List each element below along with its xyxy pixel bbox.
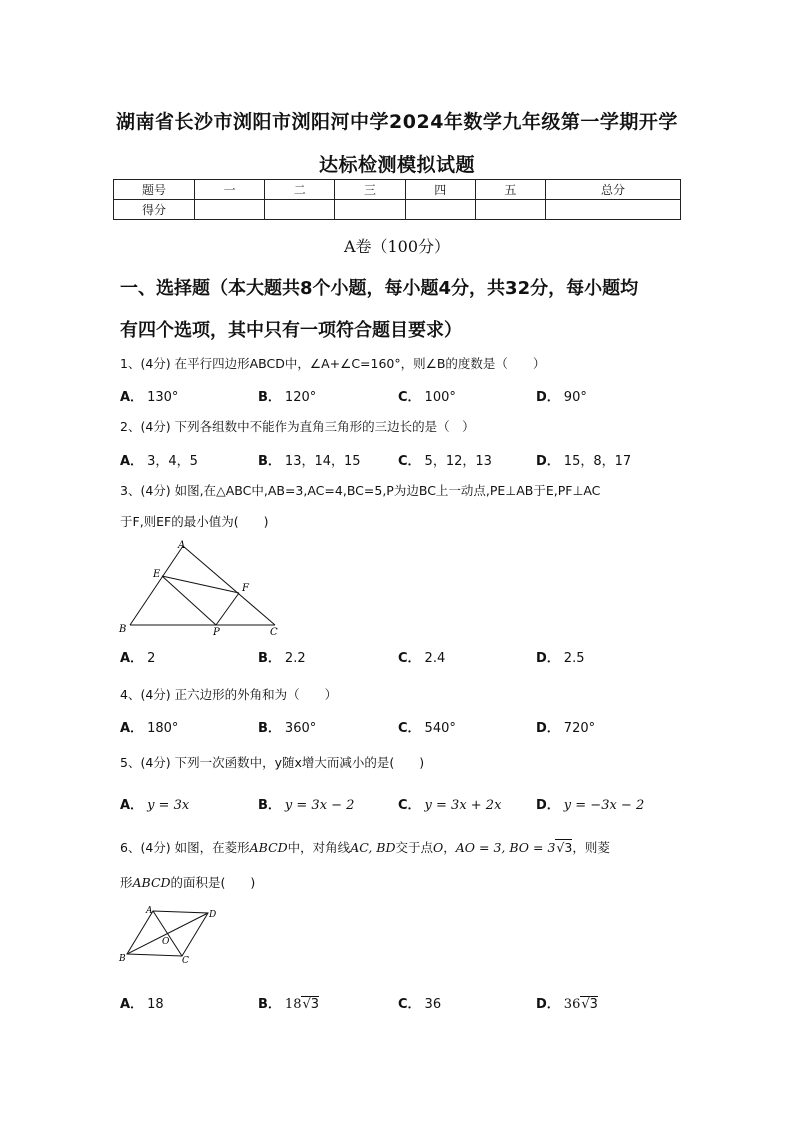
label-p: P: [213, 627, 220, 638]
sqrt-sign: √3: [302, 997, 320, 1012]
option-text: 36: [563, 997, 581, 1012]
q2-option-b[interactable]: [258, 450, 361, 469]
option-letter: B．: [258, 798, 281, 813]
score-header-cell: 五: [475, 180, 545, 200]
stem-math-diagonals: AC, BD: [350, 840, 396, 855]
stem-text: 的面积是( ): [170, 875, 256, 890]
option-letter: D．: [536, 390, 560, 405]
stem-text: 交于点: [395, 840, 434, 855]
question-4-stem: 4、(4分) 正六边形的外角和为（ ）: [120, 687, 338, 702]
q5-option-b[interactable]: [258, 794, 354, 813]
question-3-stem-line2: 于F,则EF的最小值为( ): [120, 514, 269, 529]
question-2-stem: 2、(4分) 下列各组数中不能作为直角三角形的三边长的是（ ）: [120, 419, 475, 434]
q6-option-b[interactable]: [258, 993, 319, 1012]
segment-ep: [162, 576, 216, 625]
option-letter: C．: [398, 390, 421, 405]
q1-option-b[interactable]: [258, 386, 316, 405]
q6-option-a[interactable]: [120, 993, 164, 1012]
stem-text: ，则菱: [572, 840, 610, 855]
option-letter: D．: [536, 798, 560, 813]
option-text: 540°: [424, 721, 456, 736]
question-1-stem: 1、(4分) 在平行四边形ABCD中，∠A+∠C=160°，则∠B的度数是（ ）: [120, 356, 546, 371]
option-letter: B．: [258, 651, 281, 666]
q1-option-d[interactable]: [536, 386, 587, 405]
q4-option-a[interactable]: [120, 717, 178, 736]
q1-option-a[interactable]: [120, 386, 178, 405]
q3-option-d[interactable]: [536, 647, 584, 666]
q1-option-c[interactable]: [398, 386, 456, 405]
option-text: 120°: [284, 390, 317, 405]
option-text: 15，8，17: [563, 454, 632, 469]
option-text: 360°: [284, 721, 317, 736]
q6-option-d[interactable]: [536, 993, 598, 1012]
section-a-heading: A卷（100分）: [343, 237, 451, 256]
stem-math-o: O: [433, 840, 444, 855]
label-b: B: [119, 954, 126, 964]
sqrt-sign: √3: [581, 997, 598, 1012]
option-text: 720°: [563, 721, 596, 736]
question-6-stem-line1: 6、(4分) 如图，在菱形ABCD中，对角线AC, BD交于点O，AO = 3, BO = 3√3，则菱: [120, 840, 610, 855]
score-table-header-row: [114, 180, 681, 200]
label-a: A: [146, 906, 153, 916]
stem-math-given: AO = 3, BO = 3: [455, 840, 556, 855]
option-letter: D．: [536, 997, 560, 1012]
q4-option-b[interactable]: [258, 717, 316, 736]
score-table: [113, 179, 681, 220]
option-letter: A．: [120, 651, 144, 666]
segment-ab: [130, 546, 183, 625]
score-header-cell: 三: [335, 180, 405, 200]
triangle-figure: [115, 538, 285, 638]
option-text: 2.4: [424, 651, 446, 666]
label-c: C: [182, 956, 189, 966]
option-text: 36: [424, 997, 442, 1012]
score-table-row: [114, 200, 681, 220]
section1-heading-line1: 一、选择题（本大题共8个小题，每小题4分，共32分，每小题均: [120, 278, 639, 299]
option-letter: C．: [398, 454, 421, 469]
label-e: E: [153, 569, 161, 580]
score-cell[interactable]: [475, 200, 545, 220]
option-text: 180°: [147, 721, 179, 736]
stem-text: 6、(4分) 如图，在菱形: [120, 840, 250, 855]
q4-option-d[interactable]: [536, 717, 595, 736]
score-header-cell: 四: [405, 180, 475, 200]
segment-ac: [183, 546, 275, 625]
sqrt-radicand: 3: [310, 997, 320, 1012]
option-text: 2: [147, 651, 156, 666]
option-letter: D．: [536, 454, 560, 469]
option-letter: B．: [258, 721, 281, 736]
option-text: 3，4，5: [147, 454, 198, 469]
option-text: 18: [147, 997, 164, 1012]
option-text: 5，12，13: [424, 454, 492, 469]
score-cell[interactable]: [195, 200, 265, 220]
label-c: C: [270, 627, 278, 638]
page-title: 湖南省长沙市浏阳市浏阳河中学2024年数学九年级第一学期开学: [116, 111, 678, 133]
rhombus-figure: [115, 902, 225, 966]
option-text: 130°: [147, 390, 179, 405]
stem-text: 形: [120, 875, 133, 890]
section1-heading-line2: 有四个选项，其中只有一项符合题目要求）: [120, 320, 462, 341]
option-letter: D．: [536, 651, 560, 666]
q3-option-b[interactable]: [258, 647, 306, 666]
question-3-stem-line1: 3、(4分) 如图,在△ABC中,AB=3,AC=4,BC=5,P为边BC上一动点,PE⊥AB于E,PF⊥AC: [120, 483, 601, 498]
option-letter: B．: [258, 997, 281, 1012]
question-5-stem: 5、(4分) 下列一次函数中，y随x增大而减小的是( ): [120, 755, 425, 770]
score-cell[interactable]: [265, 200, 335, 220]
q4-option-c[interactable]: [398, 717, 456, 736]
score-header-cell: 总分: [546, 180, 681, 200]
option-letter: A．: [120, 721, 144, 736]
option-text: 2.2: [284, 651, 306, 666]
label-o: O: [162, 937, 170, 947]
score-header-cell: 二: [265, 180, 335, 200]
option-text: 2.5: [563, 651, 585, 666]
sqrt-radicand: 3: [589, 997, 598, 1012]
option-letter: D．: [536, 721, 560, 736]
label-a: A: [178, 540, 186, 551]
q3-option-a[interactable]: [120, 647, 155, 666]
segment-fp: [216, 593, 239, 625]
option-letter: C．: [398, 721, 421, 736]
option-text: y = 3x + 2x: [424, 798, 502, 813]
option-letter: C．: [398, 798, 421, 813]
option-letter: A．: [120, 390, 144, 405]
q2-option-c[interactable]: [398, 450, 492, 469]
q6-option-c[interactable]: [398, 993, 441, 1012]
q2-option-a[interactable]: [120, 450, 198, 469]
option-text: 100°: [424, 390, 456, 405]
option-text: 13，14，15: [284, 454, 361, 469]
q3-option-c[interactable]: [398, 647, 445, 666]
option-letter: C．: [398, 997, 421, 1012]
option-text: 90°: [563, 390, 587, 405]
score-cell[interactable]: [405, 200, 475, 220]
q5-option-c[interactable]: [398, 794, 501, 813]
q2-option-d[interactable]: [536, 450, 631, 469]
option-text: y = −3x − 2: [563, 798, 645, 813]
option-letter: A．: [120, 454, 144, 469]
option-text: y = 3x − 2: [284, 798, 355, 813]
option-letter: C．: [398, 651, 421, 666]
score-header-cell: 题号: [114, 180, 195, 200]
option-letter: A．: [120, 997, 144, 1012]
stem-math-abcd: ABCD: [132, 875, 171, 890]
sqrt-sign: √3: [556, 840, 573, 855]
page-subtitle: 达标检测模拟试题: [318, 154, 475, 176]
option-letter: B．: [258, 454, 281, 469]
option-text: 18: [284, 997, 302, 1012]
label-b: B: [119, 624, 127, 635]
option-letter: B．: [258, 390, 281, 405]
question-6-stem-line2: [120, 873, 255, 891]
score-header-cell: 一: [195, 180, 265, 200]
stem-text: 中，对角线: [287, 840, 351, 855]
score-cell[interactable]: [546, 200, 681, 220]
sqrt-radicand: 3: [564, 840, 573, 855]
q5-option-d[interactable]: [536, 794, 644, 813]
stem-math-abcd: ABCD: [249, 840, 288, 855]
option-text: y = 3x: [147, 798, 190, 813]
label-d: D: [209, 910, 217, 920]
score-cell[interactable]: [335, 200, 405, 220]
score-row-label: 得分: [114, 200, 195, 220]
label-f: F: [242, 583, 249, 594]
option-letter: A．: [120, 798, 144, 813]
q5-option-a[interactable]: [120, 794, 189, 813]
